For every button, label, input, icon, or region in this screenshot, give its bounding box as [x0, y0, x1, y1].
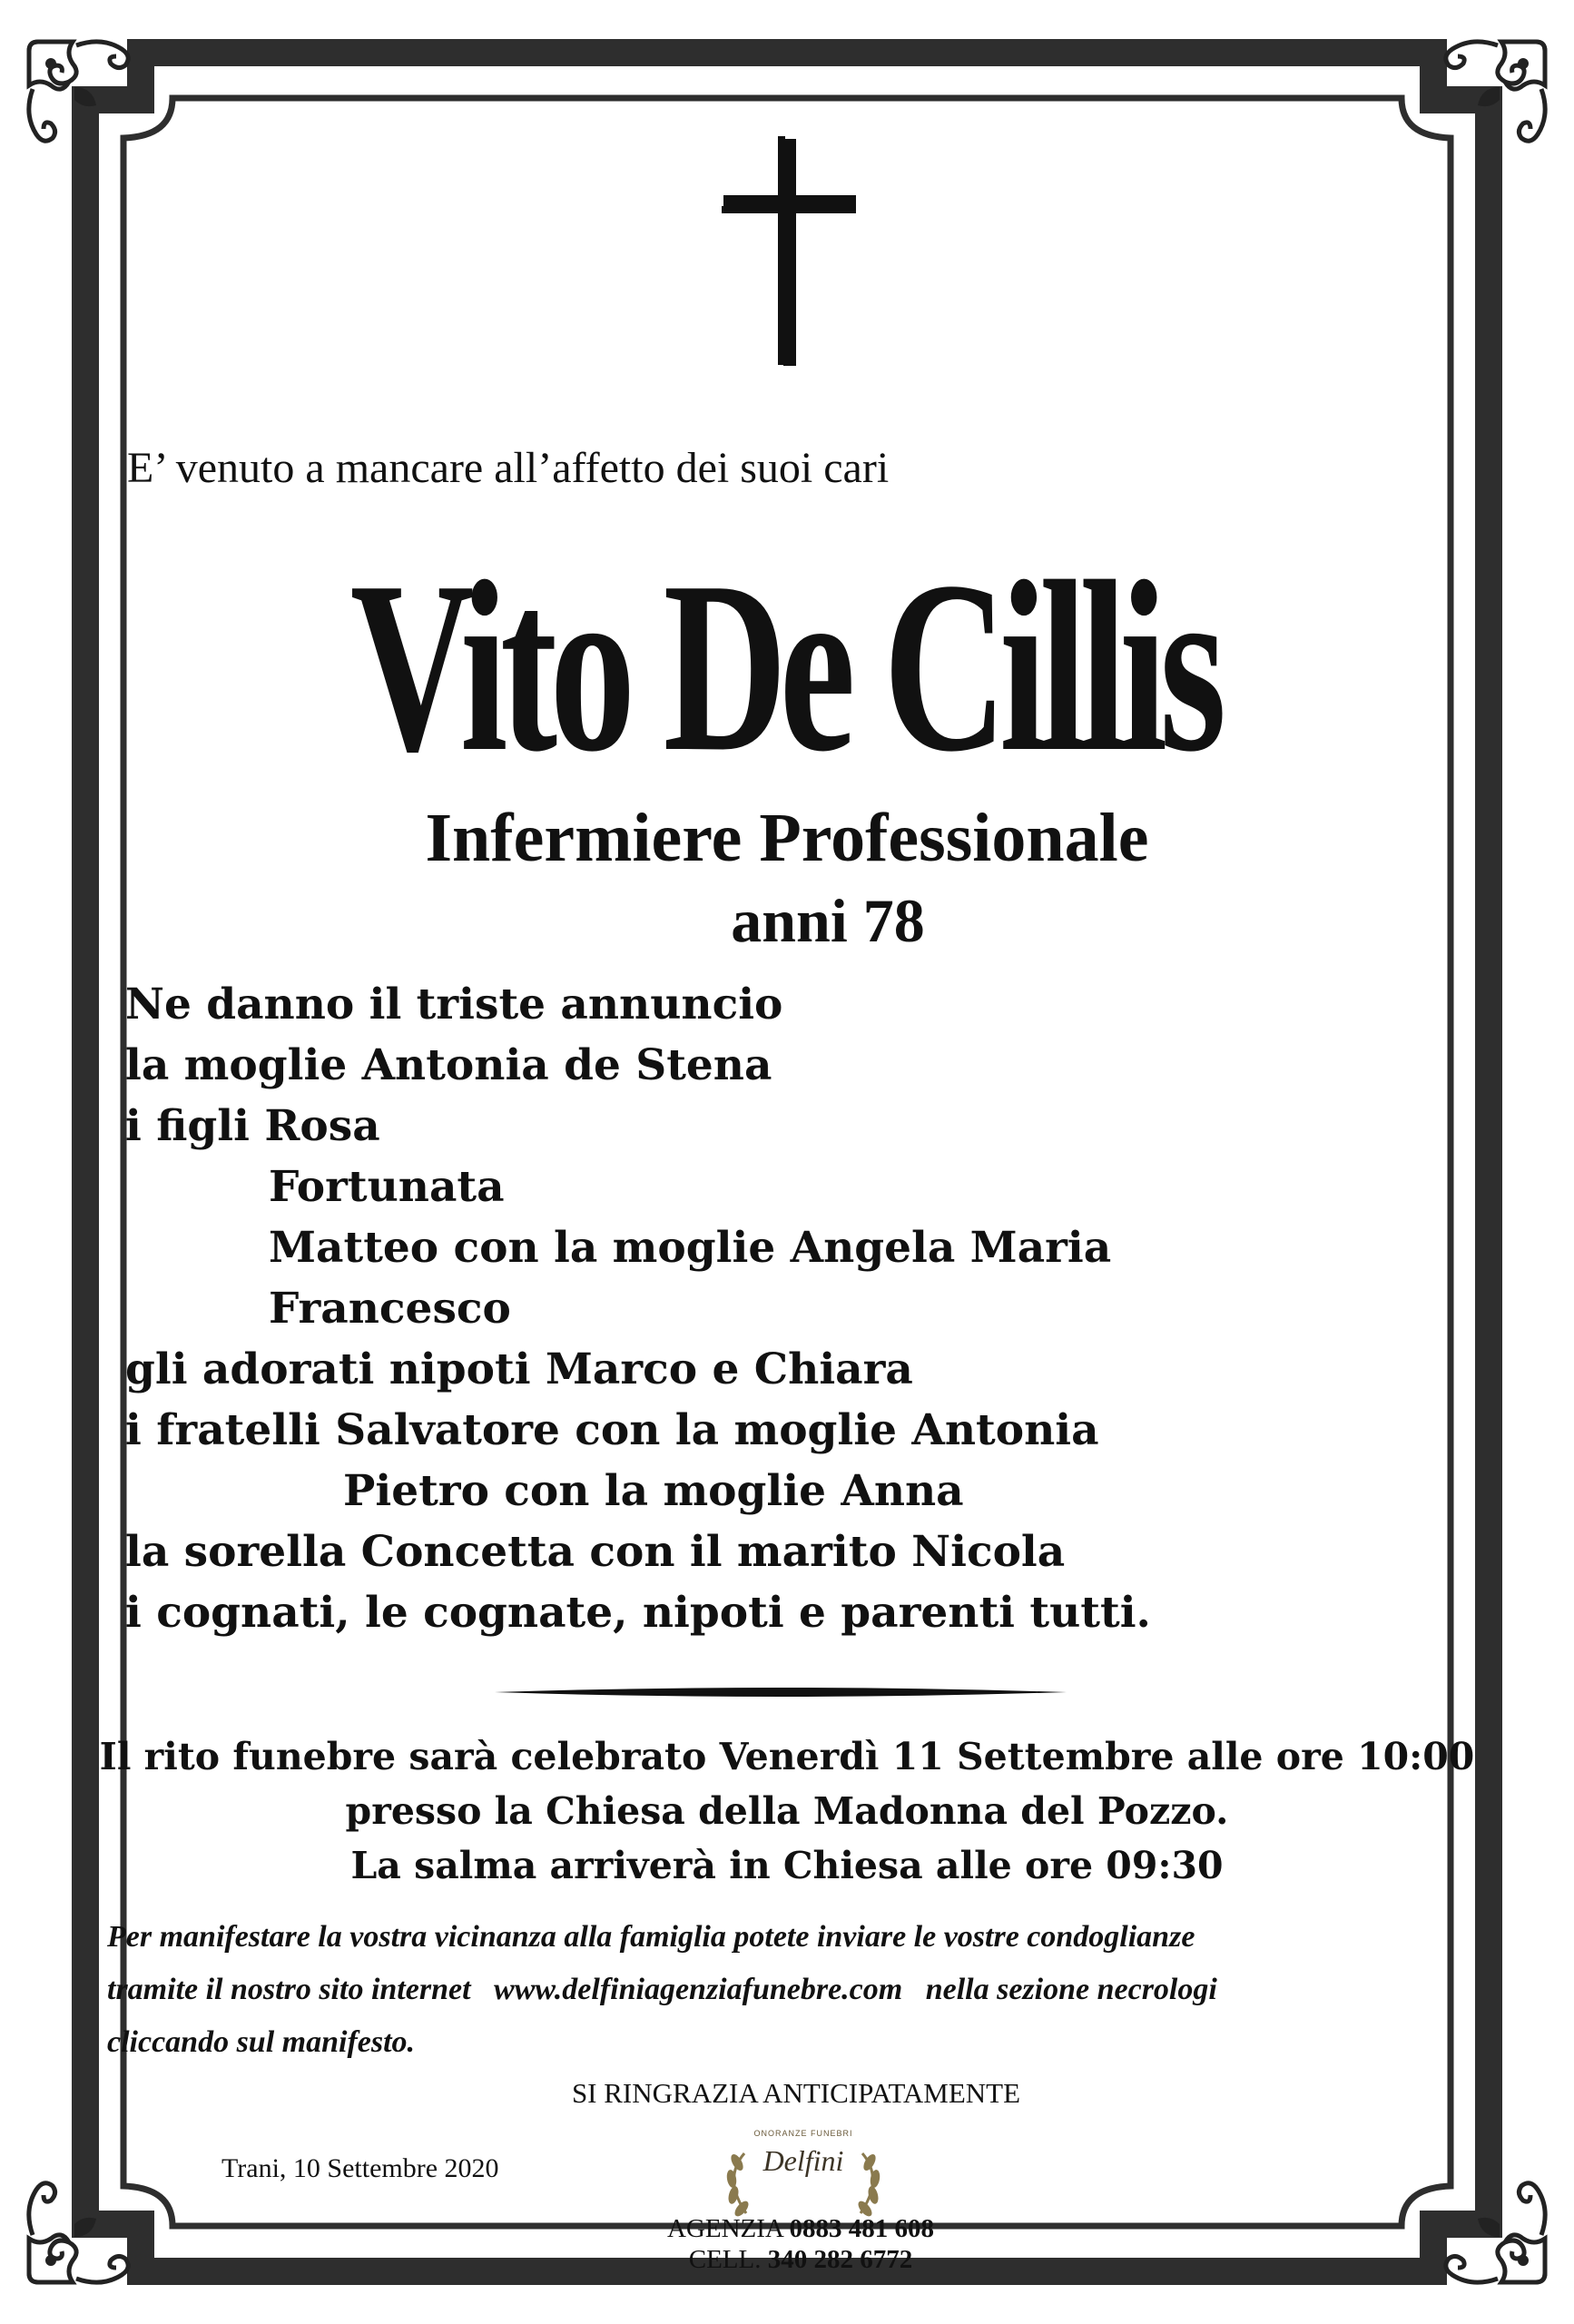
family-line: Francesco: [269, 1284, 511, 1334]
family-line: Matteo con la moglie Angela Maria: [269, 1223, 1112, 1273]
logo-tagline: ONORANZE FUNEBRI: [753, 2129, 853, 2138]
divider-line: [495, 1688, 1067, 1697]
agency-phone: [635, 2213, 966, 2244]
condolences-line: cliccando sul manifesto.: [107, 2025, 416, 2059]
agency-contacts: [635, 2213, 966, 2275]
funeral-info: [0, 1729, 1574, 1893]
intro-text: E’ venuto a mancare all’affetto dei suoi cari: [127, 444, 890, 492]
condolences-line: [107, 1964, 1478, 2016]
family-line: Ne danno il triste annuncio: [125, 980, 783, 1029]
funeral-line: La salma arriverà in Chiesa alle ore 09:30: [350, 1844, 1224, 1887]
funeral-line: presso la Chiesa della Madonna del Pozzo.: [345, 1789, 1229, 1833]
deceased-age: anni 78: [731, 886, 925, 955]
family-line: i figli Rosa: [125, 1101, 380, 1151]
phone-number: 0883 481 608: [789, 2214, 934, 2243]
condolences-note: [107, 1911, 1478, 2069]
family-line: i cognati, le cognate, nipoti e parenti tutti.: [125, 1588, 1151, 1638]
family-line: la sorella Concetta con il marito Nicola: [125, 1527, 1066, 1577]
condolences-line: Per manifestare la vostra vicinanza alla famiglia potete inviare le vostre condoglianze: [107, 1920, 1195, 1954]
cell-number: 340 282 6772: [767, 2245, 913, 2274]
family-line: i fratelli Salvatore con la moglie Antonia: [125, 1405, 1099, 1455]
thanks-text: SI RINGRAZIA ANTICIPATAMENTE: [571, 2077, 1021, 2109]
website-link[interactable]: www.delfiniagenziafunebre.com: [494, 1973, 903, 2006]
deceased-profession: Infermiere Professionale: [425, 800, 1149, 876]
place-date: Trani, 10 Settembre 2020: [221, 2153, 499, 2183]
cell-label: CELL.: [688, 2245, 762, 2274]
condolences-text: nella sezione necrologi: [925, 1973, 1217, 2006]
condolences-text: tramite il nostro sito internet: [107, 1973, 471, 2006]
family-line: Pietro con la moglie Anna: [343, 1466, 964, 1516]
funeral-line: Il rito funebre sarà celebrato Venerdì 11 Settembre alle ore 10:00: [99, 1735, 1475, 1778]
family-line: Fortunata: [269, 1162, 505, 1212]
logo-name: Delfini: [762, 2144, 844, 2177]
family-list: [125, 974, 1151, 1643]
latin-cross-icon: [722, 136, 856, 366]
phone-label: AGENZIA: [666, 2214, 783, 2243]
agency-cell: [635, 2244, 966, 2275]
family-line: gli adorati nipoti Marco e Chiara: [125, 1344, 913, 1394]
family-line: la moglie Antonia de Stena: [125, 1040, 772, 1090]
deceased-name: Vito De Cillis: [349, 531, 1219, 803]
